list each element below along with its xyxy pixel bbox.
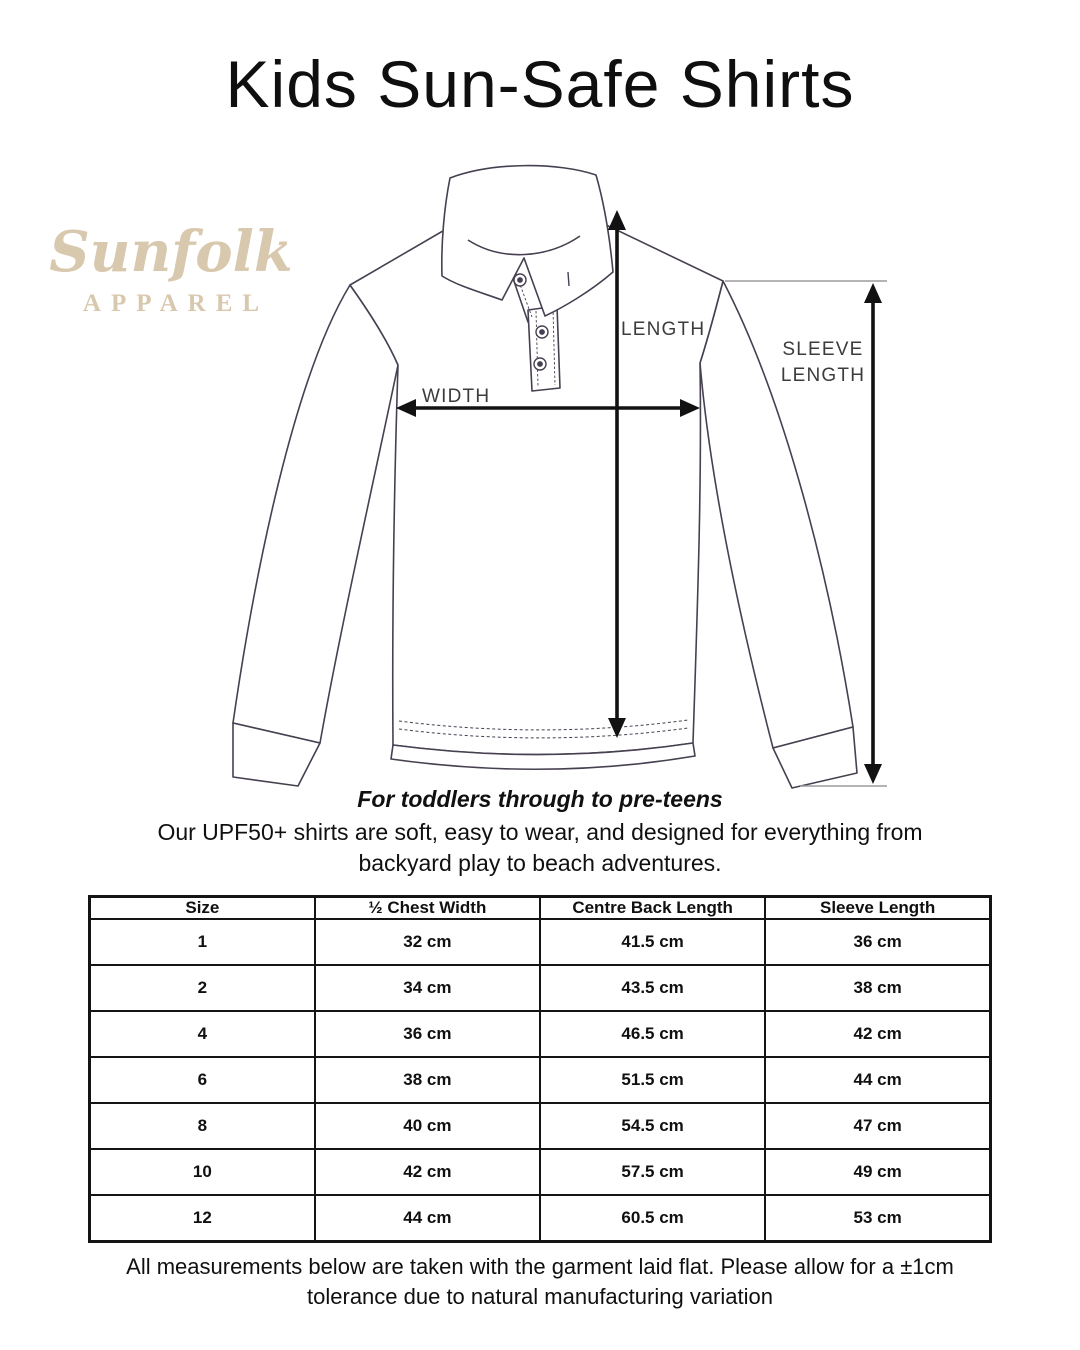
table-cell: 53 cm [765, 1195, 990, 1242]
table-cell: 38 cm [315, 1057, 540, 1103]
header-cell-back-length: Centre Back Length [540, 897, 765, 920]
table-cell: 44 cm [765, 1057, 990, 1103]
table-header-row [90, 897, 991, 920]
table-cell: 47 cm [765, 1103, 990, 1149]
header-cell-size: Size [90, 897, 315, 920]
buttonhole [568, 272, 569, 286]
table-row [90, 1057, 991, 1103]
table-cell: 8 [90, 1103, 315, 1149]
placket-vertical [528, 306, 560, 391]
table-cell: 6 [90, 1057, 315, 1103]
table-cell: 2 [90, 965, 315, 1011]
table-cell: 43.5 cm [540, 965, 765, 1011]
table-cell: 51.5 cm [540, 1057, 765, 1103]
brand-subtitle: APPAREL [82, 289, 270, 317]
table-row [90, 965, 991, 1011]
table-cell: 44 cm [315, 1195, 540, 1242]
table-cell: 36 cm [765, 919, 990, 965]
description: Our UPF50+ shirts are soft, easy to wear, and designed for everything from backyard play to beach adventures. [157, 819, 923, 876]
table-cell: 40 cm [315, 1103, 540, 1149]
table-cell: 46.5 cm [540, 1011, 765, 1057]
length-label: LENGTH [621, 319, 706, 340]
table-cell: 36 cm [315, 1011, 540, 1057]
table-cell: 4 [90, 1011, 315, 1057]
table-cell: 38 cm [765, 965, 990, 1011]
measurement-note: All measurements below are taken with the garment laid flat. Please allow for a ±1cm tolerance due to natural manufacturing variation [126, 1254, 954, 1309]
table-cell: 57.5 cm [540, 1149, 765, 1195]
table-row [90, 1195, 991, 1242]
table-row [90, 1149, 991, 1195]
sleeve-length-label: SLEEVE LENGTH [780, 339, 866, 386]
table-cell: 34 cm [315, 965, 540, 1011]
header-cell-chest: ½ Chest Width [315, 897, 540, 920]
page-title: Kids Sun-Safe Shirts [225, 47, 855, 121]
table-cell: 42 cm [765, 1011, 990, 1057]
brand-name: Sunfolk [49, 219, 293, 285]
table-cell: 54.5 cm [540, 1103, 765, 1149]
table-cell: 1 [90, 919, 315, 965]
left-sleeve [233, 285, 398, 743]
table-cell: 12 [90, 1195, 315, 1242]
tagline: For toddlers through to pre-teens [357, 786, 723, 812]
table-row [90, 1011, 991, 1057]
table-cell: 41.5 cm [540, 919, 765, 965]
table-cell: 49 cm [765, 1149, 990, 1195]
table-cell: 60.5 cm [540, 1195, 765, 1242]
shirt-diagram [180, 150, 900, 810]
table-cell: 32 cm [315, 919, 540, 965]
table-row [90, 1103, 991, 1149]
size-table [88, 895, 992, 1243]
table-row [90, 919, 991, 965]
table-cell: 42 cm [315, 1149, 540, 1195]
header-cell-sleeve: Sleeve Length [765, 897, 990, 920]
width-label: WIDTH [422, 386, 491, 407]
table-cell: 10 [90, 1149, 315, 1195]
